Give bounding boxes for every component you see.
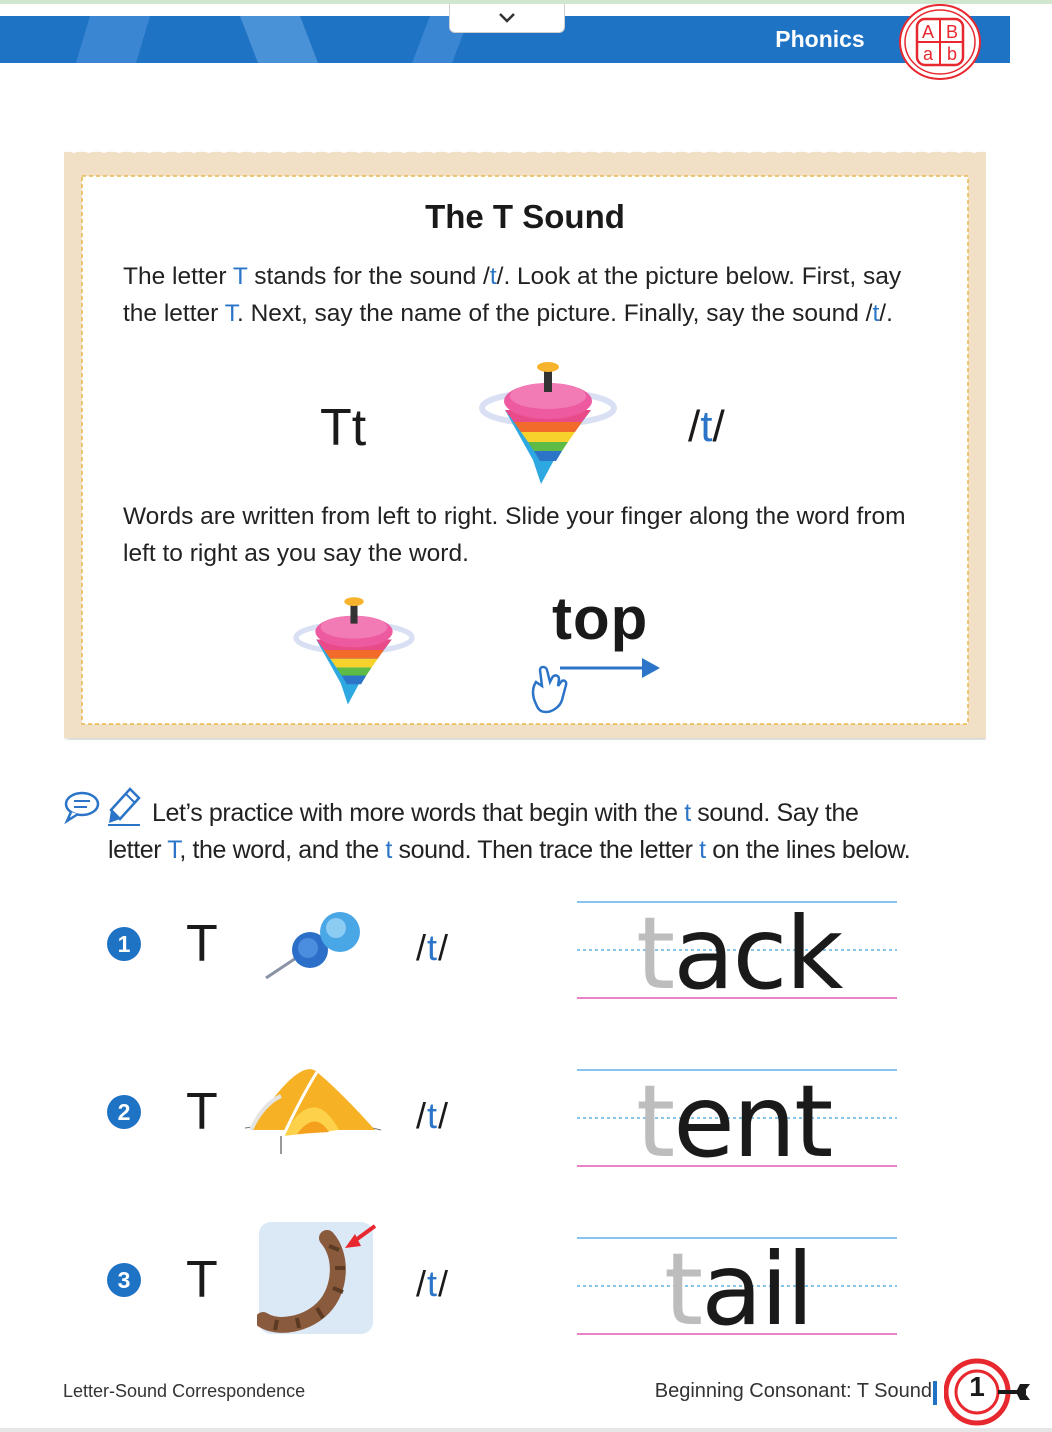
- item-letter: T: [186, 915, 218, 973]
- item-number-badge: 2: [107, 1095, 141, 1129]
- text-run: sound. Say the: [690, 799, 859, 827]
- badge-letter: A: [921, 22, 935, 42]
- card-title: The T Sound: [425, 198, 625, 235]
- card-scallop: [639, 146, 649, 153]
- speech-bubble-icon: [63, 790, 101, 824]
- text-run: letter: [108, 836, 168, 864]
- example-word: top: [552, 585, 649, 652]
- sound-slash: /: [416, 927, 428, 968]
- card-scallop: [159, 146, 169, 153]
- card-scallop: [474, 146, 484, 153]
- card-scallop: [564, 146, 574, 153]
- card-scallop: [264, 146, 274, 153]
- sound-slash: /: [438, 927, 450, 968]
- finger-arrow-icon: [526, 652, 666, 714]
- word-rest: ent: [673, 1063, 832, 1180]
- card-scallop: [924, 146, 934, 153]
- card-scallop: [534, 146, 544, 153]
- item-sound: [416, 1263, 449, 1305]
- card-scallop: [864, 146, 874, 153]
- section-label: Phonics: [775, 26, 865, 52]
- card-scallop: [114, 146, 124, 153]
- card-scallop: [699, 146, 709, 153]
- item-number-badge: 3: [107, 1263, 141, 1297]
- sample-sound: [688, 402, 725, 452]
- sound-slash: /: [688, 402, 701, 451]
- item-number-badge: 1: [107, 927, 141, 961]
- card-scallop: [249, 146, 259, 153]
- highlight-letter: t: [699, 836, 706, 864]
- sound-slash: /: [416, 1095, 428, 1136]
- text-run: sound. Then trace the letter: [391, 836, 700, 864]
- card-scallop: [504, 146, 514, 153]
- card-scallop: [144, 146, 154, 153]
- card-scallop: [744, 146, 754, 153]
- sound-letter: t: [427, 1263, 439, 1304]
- card-scallop: [684, 146, 694, 153]
- card-scallop: [969, 146, 979, 153]
- card-scallop: [714, 146, 724, 153]
- spinning-top-image: [292, 592, 416, 708]
- card-scallop: [324, 146, 334, 153]
- card-scallop: [939, 146, 949, 153]
- trace-word[interactable]: [664, 1231, 813, 1348]
- item-sound: [416, 1095, 449, 1137]
- card-scallop: [339, 146, 349, 153]
- card-scallop: [609, 146, 619, 153]
- badge-letter: B: [945, 22, 959, 42]
- sound-slash: /: [438, 1095, 450, 1136]
- highlight-letter: T: [224, 300, 237, 327]
- card-scallop: [654, 146, 664, 153]
- card-scallop: [444, 146, 454, 153]
- card-scallop: [384, 146, 394, 153]
- card-scallop: [189, 146, 199, 153]
- footer-divider: [933, 1381, 937, 1405]
- instruction-line-1: [108, 795, 1008, 832]
- item-letter: T: [186, 1251, 218, 1309]
- card-scallop: [789, 146, 799, 153]
- card-scallop: [294, 146, 304, 153]
- card-scallop: [219, 146, 229, 153]
- text-run: /. Look at the picture below. First, say the letter: [123, 263, 902, 327]
- trace-letter[interactable]: t: [664, 1231, 702, 1348]
- spinning-top-icon: [482, 362, 614, 484]
- footer-skill: Letter-Sound Correspondence: [63, 1381, 306, 1401]
- card-scallop: [549, 146, 559, 153]
- sound-slash: /: [712, 402, 725, 451]
- card-scallop: [594, 146, 604, 153]
- card-scallop: [954, 146, 964, 153]
- card-scallop: [174, 146, 184, 153]
- trace-word[interactable]: [636, 1063, 832, 1180]
- text-run: The letter: [123, 263, 233, 290]
- text-run: stands for the sound /: [247, 263, 490, 290]
- card-scallop: [69, 146, 79, 153]
- card-scallop: [429, 146, 439, 153]
- tent-picture: [243, 1064, 383, 1156]
- card-scallop: [414, 146, 424, 153]
- abc-badge-icon: [897, 3, 983, 81]
- text-run: /.: [879, 300, 893, 327]
- sound-slash: /: [416, 1263, 428, 1304]
- slide-paragraph: Words are written from left to right. Slide your finger along the word from left to right as you say the word.: [123, 503, 906, 567]
- card-scallop: [204, 146, 214, 153]
- tail-picture: [257, 1220, 381, 1338]
- card-scallop: [99, 146, 109, 153]
- card-scallop: [894, 146, 904, 153]
- card-scallop: [624, 146, 634, 153]
- sound-slash: /: [438, 1263, 450, 1304]
- card-scallop: [234, 146, 244, 153]
- card-scallop: [774, 146, 784, 153]
- word-rest: ack: [673, 895, 842, 1012]
- highlight-letter: T: [232, 263, 248, 290]
- card-scallop: [669, 146, 679, 153]
- practice-instruction: [108, 795, 1008, 869]
- item-sound: [416, 927, 449, 969]
- sound-letter: t: [427, 1095, 439, 1136]
- highlight-letter: t: [385, 836, 392, 864]
- intro-paragraph: [123, 258, 938, 332]
- card-scallop: [309, 146, 319, 153]
- tack-picture: [262, 910, 366, 982]
- badge-letter: b: [946, 44, 958, 64]
- sound-letter: t: [700, 402, 713, 451]
- card-scallop: [819, 146, 829, 153]
- card-scallop: [879, 146, 889, 153]
- item-letter: T: [186, 1083, 218, 1141]
- card-scallop: [519, 146, 529, 153]
- text-run: , the word, and the: [179, 836, 386, 864]
- card-scallop: [369, 146, 379, 153]
- highlight-letter: t: [489, 263, 497, 290]
- page-number: 1: [969, 1371, 985, 1402]
- card-scallop: [849, 146, 859, 153]
- instruction-line-2: [108, 832, 1008, 869]
- sound-letter: t: [427, 927, 439, 968]
- card-scallop: [399, 146, 409, 153]
- tack-icon: [266, 912, 360, 978]
- highlight-letter: t: [872, 300, 880, 327]
- bottom-rule: [0, 1428, 1052, 1432]
- card-scallop: [129, 146, 139, 153]
- card-scallop: [459, 146, 469, 153]
- card-scallop: [579, 146, 589, 153]
- badge-letter: a: [922, 44, 934, 64]
- card-scallop: [834, 146, 844, 153]
- trace-word[interactable]: [636, 895, 842, 1012]
- highlight-letter: T: [167, 836, 180, 864]
- spinning-top-image: [478, 356, 618, 488]
- card-scallop: [909, 146, 919, 153]
- card-scallop: [729, 146, 739, 153]
- card-scallop: [804, 146, 814, 153]
- card-scallop: [759, 146, 769, 153]
- trace-letter[interactable]: t: [636, 895, 674, 1012]
- collapse-toggle[interactable]: [449, 4, 565, 33]
- card-scallop: [279, 146, 289, 153]
- highlight-letter: t: [684, 799, 691, 827]
- text-run: on the lines below.: [705, 836, 911, 864]
- word-rest: ail: [701, 1231, 813, 1348]
- tail-icon: [259, 1222, 375, 1334]
- trace-letter[interactable]: t: [636, 1063, 674, 1180]
- card-scallop: [84, 146, 94, 153]
- card-scallop: [489, 146, 499, 153]
- footer-lesson: Beginning Consonant: T Sound: [654, 1380, 932, 1402]
- text-run: . Next, say the name of the picture. Finally, say the sound /: [236, 300, 873, 327]
- tent-icon: [245, 1069, 381, 1154]
- sample-letters: Tt: [320, 399, 367, 457]
- card-scallop: [354, 146, 364, 153]
- text-run: Let’s practice with more words that begin with the: [152, 799, 685, 827]
- chevron-down-icon: [497, 11, 517, 25]
